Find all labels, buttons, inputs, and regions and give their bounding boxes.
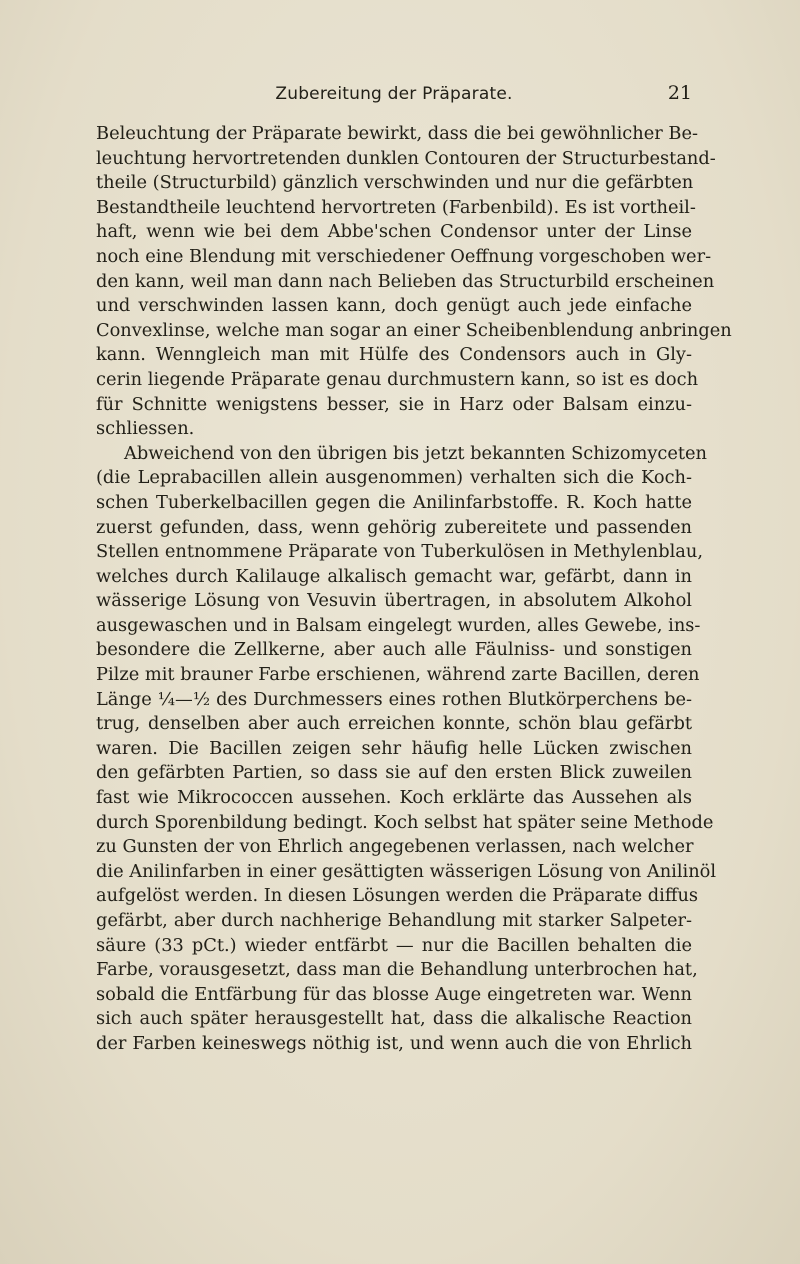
text-line: säure (33 pCt.) wieder entfärbt — nur die Bacillen behalten die bbox=[96, 934, 692, 956]
text-line: den gefärbten Partien, so dass sie auf den ersten Blick zuweilen bbox=[96, 762, 692, 784]
text-line: waren. Die Bacillen zeigen sehr häufig helle Lücken zwischen bbox=[96, 737, 692, 759]
text-line: aufgelöst werden. In diesen Lösungen werden die Präparate diffus bbox=[96, 885, 699, 907]
text-line: theile (Structurbild) gänzlich verschwinden und nur die gefärbten bbox=[96, 172, 694, 194]
text-line: besondere die Zellkerne, aber auch alle Fäulniss- und sonstigen bbox=[96, 639, 692, 661]
text-line: sobald die Entfärbung für das blosse Auge eingetreten war. Wenn bbox=[96, 983, 692, 1005]
text-line: Länge ¼—½ des Durchmessers eines rothen Blutkörperchens be- bbox=[96, 688, 692, 710]
text-line: für Schnitte wenigstens besser, sie in Harz oder Balsam einzu- bbox=[96, 393, 692, 415]
text-line: Farbe, vorausgesetzt, dass man die Behandlung unterbrochen hat, bbox=[96, 959, 698, 981]
text-line: Convexlinse, welche man sogar an einer Scheibenblendung anbringen bbox=[96, 319, 732, 341]
text-line: kann. Wenngleich man mit Hülfe des Condensors auch in Gly- bbox=[96, 344, 692, 366]
body-text bbox=[96, 122, 732, 1057]
text-line: schliessen. bbox=[96, 418, 195, 440]
text-line: ausgewaschen und in Balsam eingelegt wurden, alles Gewebe, ins- bbox=[96, 614, 701, 636]
text-line: sich auch später herausgestellt hat, dass die alkalische Reaction bbox=[96, 1008, 692, 1030]
text-line: Beleuchtung der Präparate bewirkt, dass die bei gewöhnlicher Be- bbox=[96, 123, 698, 144]
text-line: fast wie Mikrococcen aussehen. Koch erklärte das Aussehen als bbox=[96, 787, 692, 809]
text-line: cerin liegende Präparate genau durchmustern kann, so ist es doch bbox=[96, 368, 699, 390]
text-line: Bestandtheile leuchtend hervortreten (Farbenbild). Es ist vortheil- bbox=[96, 196, 696, 218]
text-line: (die Leprabacillen allein ausgenommen) verhalten sich die Koch- bbox=[96, 467, 692, 489]
text-line: Pilze mit brauner Farbe erschienen, während zarte Bacillen, deren bbox=[96, 664, 700, 686]
text-line: der Farben keineswegs nöthig ist, und wenn auch die von Ehrlich bbox=[96, 1032, 692, 1054]
text-line: schen Tuberkelbacillen gegen die Anilinfarbstoffe. R. Koch hatte bbox=[96, 491, 692, 513]
text-line: durch Sporenbildung bedingt. Koch selbst hat später seine Methode bbox=[96, 811, 714, 833]
text-line: noch eine Blendung mit verschiedener Oeffnung vorgeschoben wer- bbox=[96, 245, 712, 267]
text-line: Abweichend von den übrigen bis jetzt bekannten Schizomyceten bbox=[124, 442, 707, 464]
text-line: leuchtung hervortretenden dunklen Contouren der Structurbestand- bbox=[96, 147, 716, 169]
text-line: trug, denselben aber auch erreichen konnte, schön blau gefärbt bbox=[96, 713, 692, 735]
text-line: wässerige Lösung von Vesuvin übertragen, in absolutem Alkohol bbox=[96, 590, 692, 612]
text-line: gefärbt, aber durch nachherige Behandlung mit starker Salpeter- bbox=[96, 910, 692, 931]
text-line: welches durch Kalilauge alkalisch gemacht war, gefärbt, dann in bbox=[96, 565, 692, 587]
text-line: die Anilinfarben in einer gesättigten wässerigen Lösung von Anilinöl bbox=[96, 860, 717, 882]
text-line: den kann, weil man dann nach Belieben das Structurbild erscheinen bbox=[96, 270, 715, 292]
text-line: zuerst gefunden, dass, wenn gehörig zubereitete und passenden bbox=[96, 516, 692, 538]
running-title: Zubereitung der Präparate. bbox=[275, 84, 513, 104]
page-number: 21 bbox=[667, 82, 692, 104]
text-line: zu Gunsten der von Ehrlich angegebenen verlassen, nach welcher bbox=[96, 836, 694, 858]
text-line: und verschwinden lassen kann, doch genügt auch jede einfache bbox=[96, 295, 692, 317]
text-line: haft, wenn wie bei dem Abbe'schen Condensor unter der Linse bbox=[96, 221, 692, 243]
page-header bbox=[96, 84, 692, 112]
text-line: Stellen entnommene Präparate von Tuberkulösen in Methylenblau, bbox=[96, 541, 704, 563]
